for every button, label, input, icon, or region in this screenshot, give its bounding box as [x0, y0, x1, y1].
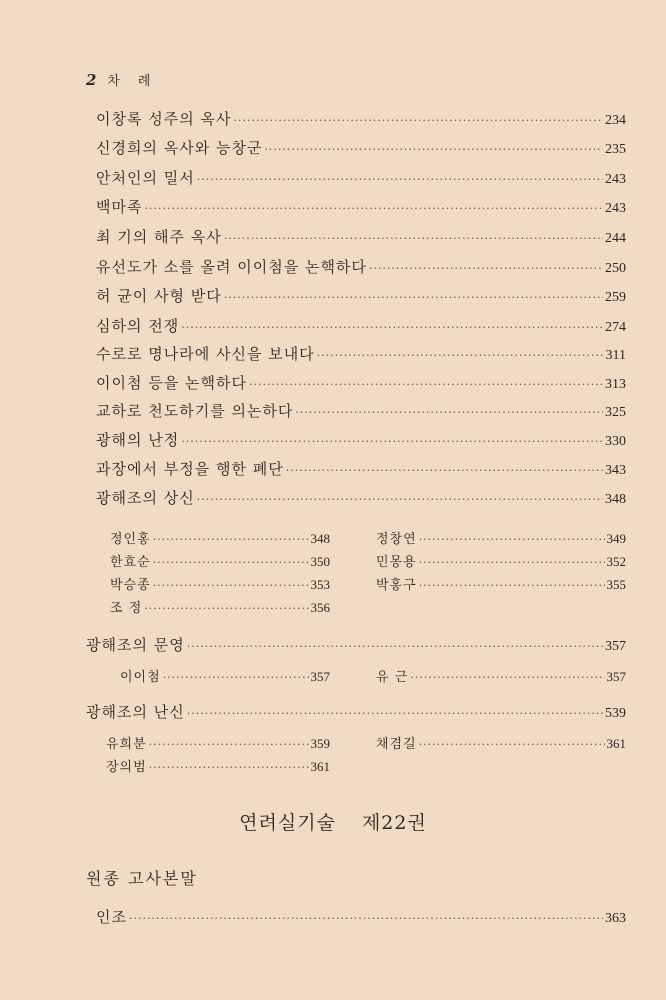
- toc-subentry-page: 361: [606, 736, 626, 751]
- toc-entry-title: 신경희의 옥사와 능창군: [96, 139, 263, 157]
- toc-entry: [96, 343, 626, 364]
- toc-entry: [96, 137, 626, 158]
- leader-dots: [419, 579, 605, 592]
- toc-entry-title: 교하로 천도하기를 의논하다: [96, 402, 294, 420]
- volume-number: 제22권: [361, 812, 427, 834]
- toc-subentry: [376, 528, 626, 547]
- toc-subentry-page: 353: [310, 577, 330, 592]
- toc-entry-page: 243: [605, 201, 626, 216]
- toc-subentry: [120, 666, 330, 685]
- toc-entry-title: 광해조의 난신: [86, 703, 185, 721]
- toc-subentry: [106, 756, 330, 775]
- leader-dots: [419, 533, 605, 546]
- leader-dots: [233, 114, 603, 127]
- toc-entry: [96, 487, 626, 508]
- toc-entry: [96, 400, 626, 421]
- toc-entry-title: 광해조의 문영: [86, 636, 185, 654]
- leader-dots: [153, 579, 309, 592]
- page-number: 2: [86, 71, 97, 89]
- toc-subentry: [106, 733, 330, 752]
- toc-subentry-page: 361: [310, 759, 330, 774]
- leader-dots: [197, 173, 603, 186]
- leader-dots: [187, 707, 603, 720]
- toc-subentry-title: 박홍구: [376, 578, 417, 593]
- volume-name: 연려실기술: [239, 812, 336, 834]
- page-header: [86, 70, 168, 89]
- toc-entry: [96, 458, 626, 479]
- toc-subentry-title: 유 근: [376, 670, 409, 685]
- toc-subentry-page: 352: [606, 554, 626, 569]
- toc-entry: [96, 315, 626, 336]
- toc-entry: [96, 167, 626, 188]
- leader-dots: [224, 291, 603, 304]
- header-word: 차례: [107, 74, 169, 89]
- toc-subentry-page: 350: [310, 554, 330, 569]
- toc-entry: [86, 634, 626, 655]
- leader-dots: [295, 406, 603, 419]
- toc-entry: [96, 256, 626, 277]
- toc-entry: [96, 372, 626, 393]
- toc-subentry-page: 357: [310, 669, 330, 684]
- toc-entry-title: 백마족: [96, 198, 143, 216]
- leader-dots: [144, 202, 603, 215]
- toc-entry-page: 343: [605, 463, 626, 478]
- toc-entry-title: 광해의 난정: [96, 431, 180, 449]
- leader-dots: [224, 232, 603, 245]
- toc-subentry-page: 355: [606, 577, 626, 592]
- leader-dots: [144, 602, 308, 615]
- toc-entry-title: 이창록 성주의 옥사: [96, 110, 232, 128]
- leader-dots: [187, 640, 603, 653]
- leader-dots: [286, 464, 603, 477]
- volume-title: [0, 808, 666, 835]
- toc-subentry: [376, 551, 626, 570]
- toc-subentry-page: 357: [606, 669, 626, 684]
- toc-entry-page: 250: [605, 261, 626, 276]
- toc-entry: [96, 196, 626, 217]
- leader-dots: [369, 262, 603, 275]
- toc-subentry-title: 민몽용: [376, 555, 417, 570]
- leader-dots: [163, 671, 309, 684]
- toc-entry-title: 심하의 전쟁: [96, 317, 180, 335]
- leader-dots: [153, 556, 309, 569]
- toc-entry-title: 안처인의 밀서: [96, 169, 195, 187]
- leader-dots: [153, 533, 309, 546]
- toc-subentry-page: 349: [606, 531, 626, 546]
- leader-dots: [410, 671, 604, 684]
- toc-subentry: [110, 574, 330, 593]
- toc-subentry: [376, 574, 626, 593]
- toc-subentry-page: 356: [310, 600, 330, 615]
- toc-entry-title: 최 기의 해주 옥사: [96, 228, 222, 246]
- leader-dots: [197, 493, 603, 506]
- toc-entry-title: 이이첨 등을 논핵하다: [96, 374, 247, 392]
- leader-dots: [317, 349, 604, 362]
- leader-dots: [149, 761, 309, 774]
- leader-dots: [129, 912, 603, 925]
- toc-subentry-title: 정인홍: [110, 532, 151, 547]
- toc-subentry-title: 정창연: [376, 532, 417, 547]
- toc-subentry-title: 박승종: [110, 578, 151, 593]
- leader-dots: [149, 738, 309, 751]
- toc-entry-page: 274: [605, 320, 626, 335]
- toc-entry-page: 243: [605, 172, 626, 187]
- toc-entry-title: 허 균이 사형 받다: [96, 287, 222, 305]
- leader-dots: [419, 556, 605, 569]
- toc-entry-page: 325: [605, 405, 626, 420]
- leader-dots: [181, 435, 603, 448]
- toc-subentry-page: 348: [310, 531, 330, 546]
- toc-entry-title: 유선도가 소를 올려 이이첨을 논핵하다: [96, 258, 367, 276]
- toc-subentry-title: 조 정: [110, 601, 143, 616]
- leader-dots: [419, 738, 605, 751]
- toc-entry-page: 244: [605, 231, 626, 246]
- toc-entry: [96, 226, 626, 247]
- toc-subentry-title: 유희분: [106, 737, 147, 752]
- toc-entry-page: 363: [605, 911, 626, 926]
- toc-entry-page: 539: [605, 706, 626, 721]
- leader-dots: [249, 378, 603, 391]
- toc-entry-page: 234: [605, 113, 626, 128]
- toc-subentry: [110, 551, 330, 570]
- toc-entry-page: 259: [605, 290, 626, 305]
- toc-subentry: [376, 666, 626, 685]
- toc-entry: [86, 701, 626, 722]
- toc-entry-page: 357: [605, 639, 626, 654]
- toc-entry-title: 과장에서 부정을 행한 폐단: [96, 460, 284, 478]
- toc-subentry-title: 이이첨: [120, 670, 161, 685]
- toc-entry-page: 348: [605, 492, 626, 507]
- section-title: 원종 고사본말: [86, 869, 198, 888]
- toc-entry-title: 인조: [96, 908, 127, 926]
- toc-entry-title: 수로로 명나라에 사신을 보내다: [96, 345, 315, 363]
- toc-entry: [96, 108, 626, 129]
- toc-subentry: [110, 597, 330, 616]
- toc-entry: [96, 285, 626, 306]
- toc-entry-page: 235: [605, 142, 626, 157]
- toc-entry: [96, 906, 626, 927]
- toc-subentry-title: 한효순: [110, 555, 151, 570]
- toc-entry-title: 광해조의 상신: [96, 489, 195, 507]
- toc-entry: [96, 429, 626, 450]
- toc-entry-page: 330: [605, 434, 626, 449]
- toc-subentry-page: 359: [310, 736, 330, 751]
- toc-entry-page: 311: [605, 348, 626, 363]
- toc-subentry-title: 장의범: [106, 760, 147, 775]
- toc-subentry: [110, 528, 330, 547]
- leader-dots: [264, 143, 603, 156]
- toc-subentry: [376, 733, 626, 752]
- toc-entry-page: 313: [605, 377, 626, 392]
- leader-dots: [181, 321, 603, 334]
- toc-subentry-title: 채겸길: [376, 737, 417, 752]
